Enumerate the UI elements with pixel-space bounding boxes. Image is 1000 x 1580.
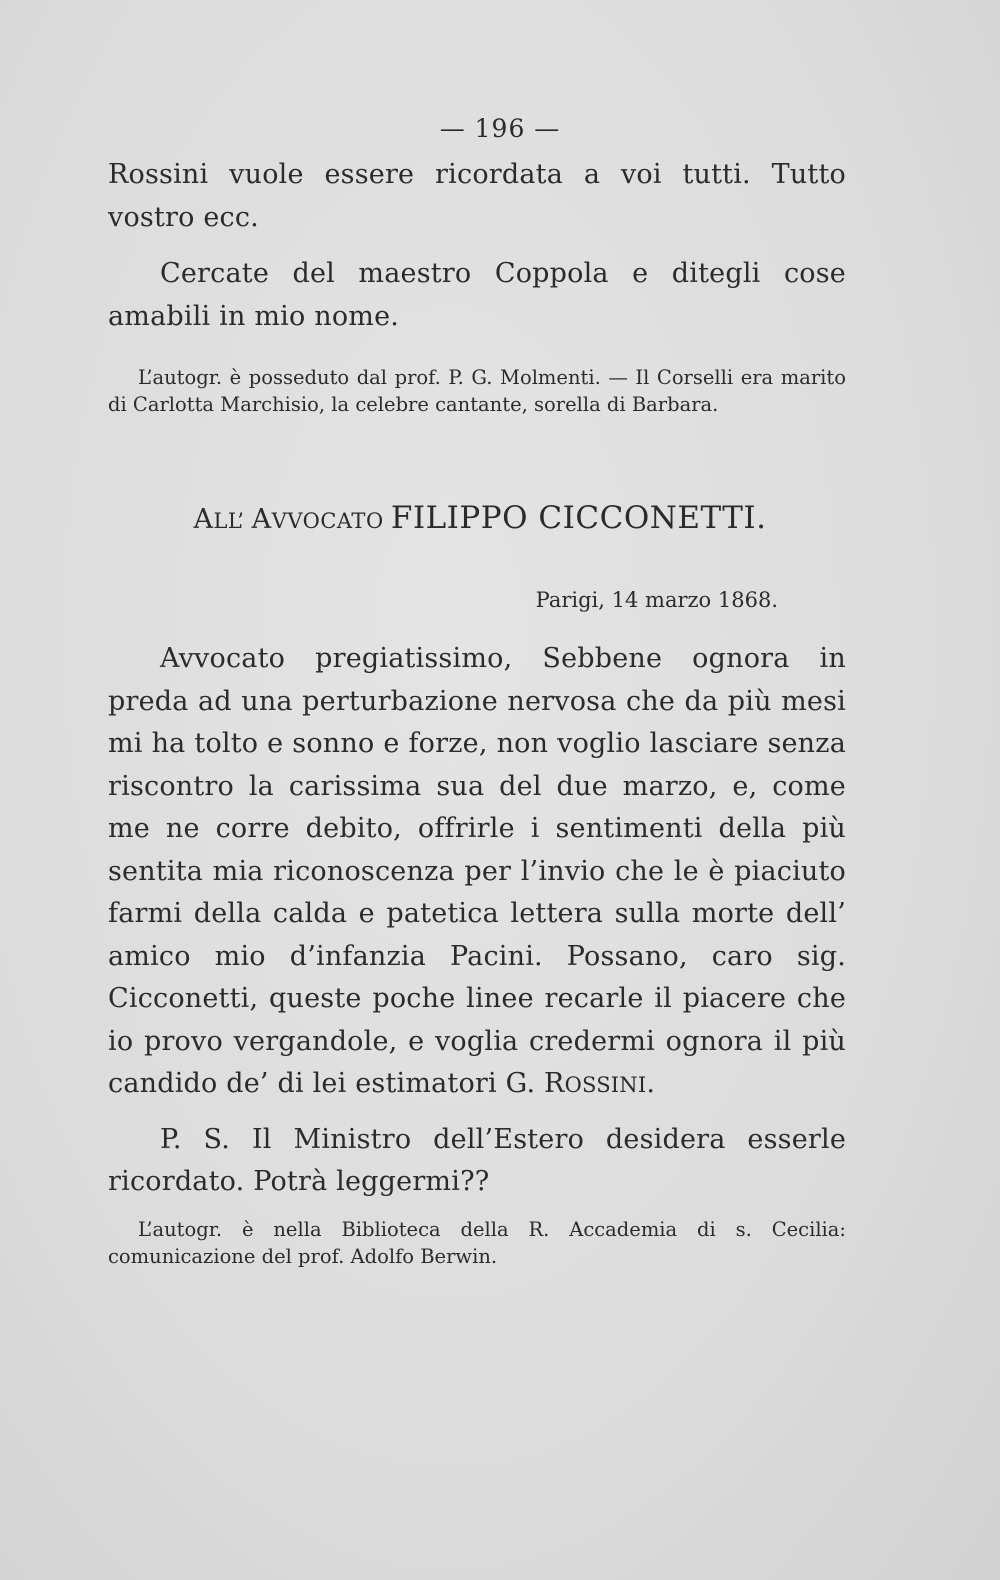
continuation-paragraph: Rossini vuole essere ricordata a voi tutti. Tutto vostro ecc.	[108, 159, 846, 233]
recipient-name: FILIPPO CICCONETTI.	[390, 500, 767, 536]
letter-heading	[0, 500, 960, 536]
page-number: — 196 —	[439, 114, 561, 143]
continuation-paragraph: Cercate del maestro Coppola e ditegli cose amabili in mio nome.	[108, 258, 846, 332]
dateline: Parigi, 14 marzo 1868.	[535, 588, 778, 612]
letter-paragraph	[108, 638, 846, 1107]
signature-period: .	[646, 1068, 656, 1099]
footnote-block	[108, 1216, 846, 1270]
heading-smallcaps: LL’	[213, 509, 252, 533]
previous-letter-ending	[108, 154, 846, 338]
editorial-note: L’autogr. è posseduto dal prof. P. G. Molmenti. — Il Corselli era marito di Carlotta Marchisio, la celebre cantante, sorella di Barbara.	[108, 366, 846, 416]
signature-initials: G.	[505, 1068, 545, 1099]
signature	[506, 1068, 656, 1099]
signature-initial: R	[544, 1068, 565, 1099]
editorial-note: L’autogr. è nella Biblioteca della R. Accademia di s. Cecilia: comunicazione del prof. Adolfo Berwin.	[108, 1218, 846, 1268]
heading-initial: A	[193, 504, 214, 535]
letter-body	[108, 638, 846, 1204]
footnote-block	[108, 364, 846, 418]
heading-initial: A	[251, 504, 272, 535]
signature-smallcaps: OSSINI	[564, 1073, 647, 1097]
postscript: P. S. Il Ministro dell’Estero desidera esserle ricordato. Potrà leggermi??	[108, 1123, 846, 1197]
heading-smallcaps: VVOCATO	[271, 509, 391, 533]
letter-text: Avvocato pregiatissimo, Sebbene ognora in preda ad una perturbazione nervosa che da più mesi mi ha tolto e sonno e forze, non voglio lasciare senza riscontro la carissima sua del due marzo, e, come me ne corre debito, offrirle i sentimenti della più sentita mia riconoscenza per l’invio che le è piaciuto farmi della calda e patetica lettera sulla morte dell’ amico mio d’infanzia Pacini. Possano, caro sig. Cicconetti, queste poche linee recarle il piacere che io provo vergandole, e voglia credermi ognora il più candido de’ di lei estimatori	[108, 643, 846, 1099]
